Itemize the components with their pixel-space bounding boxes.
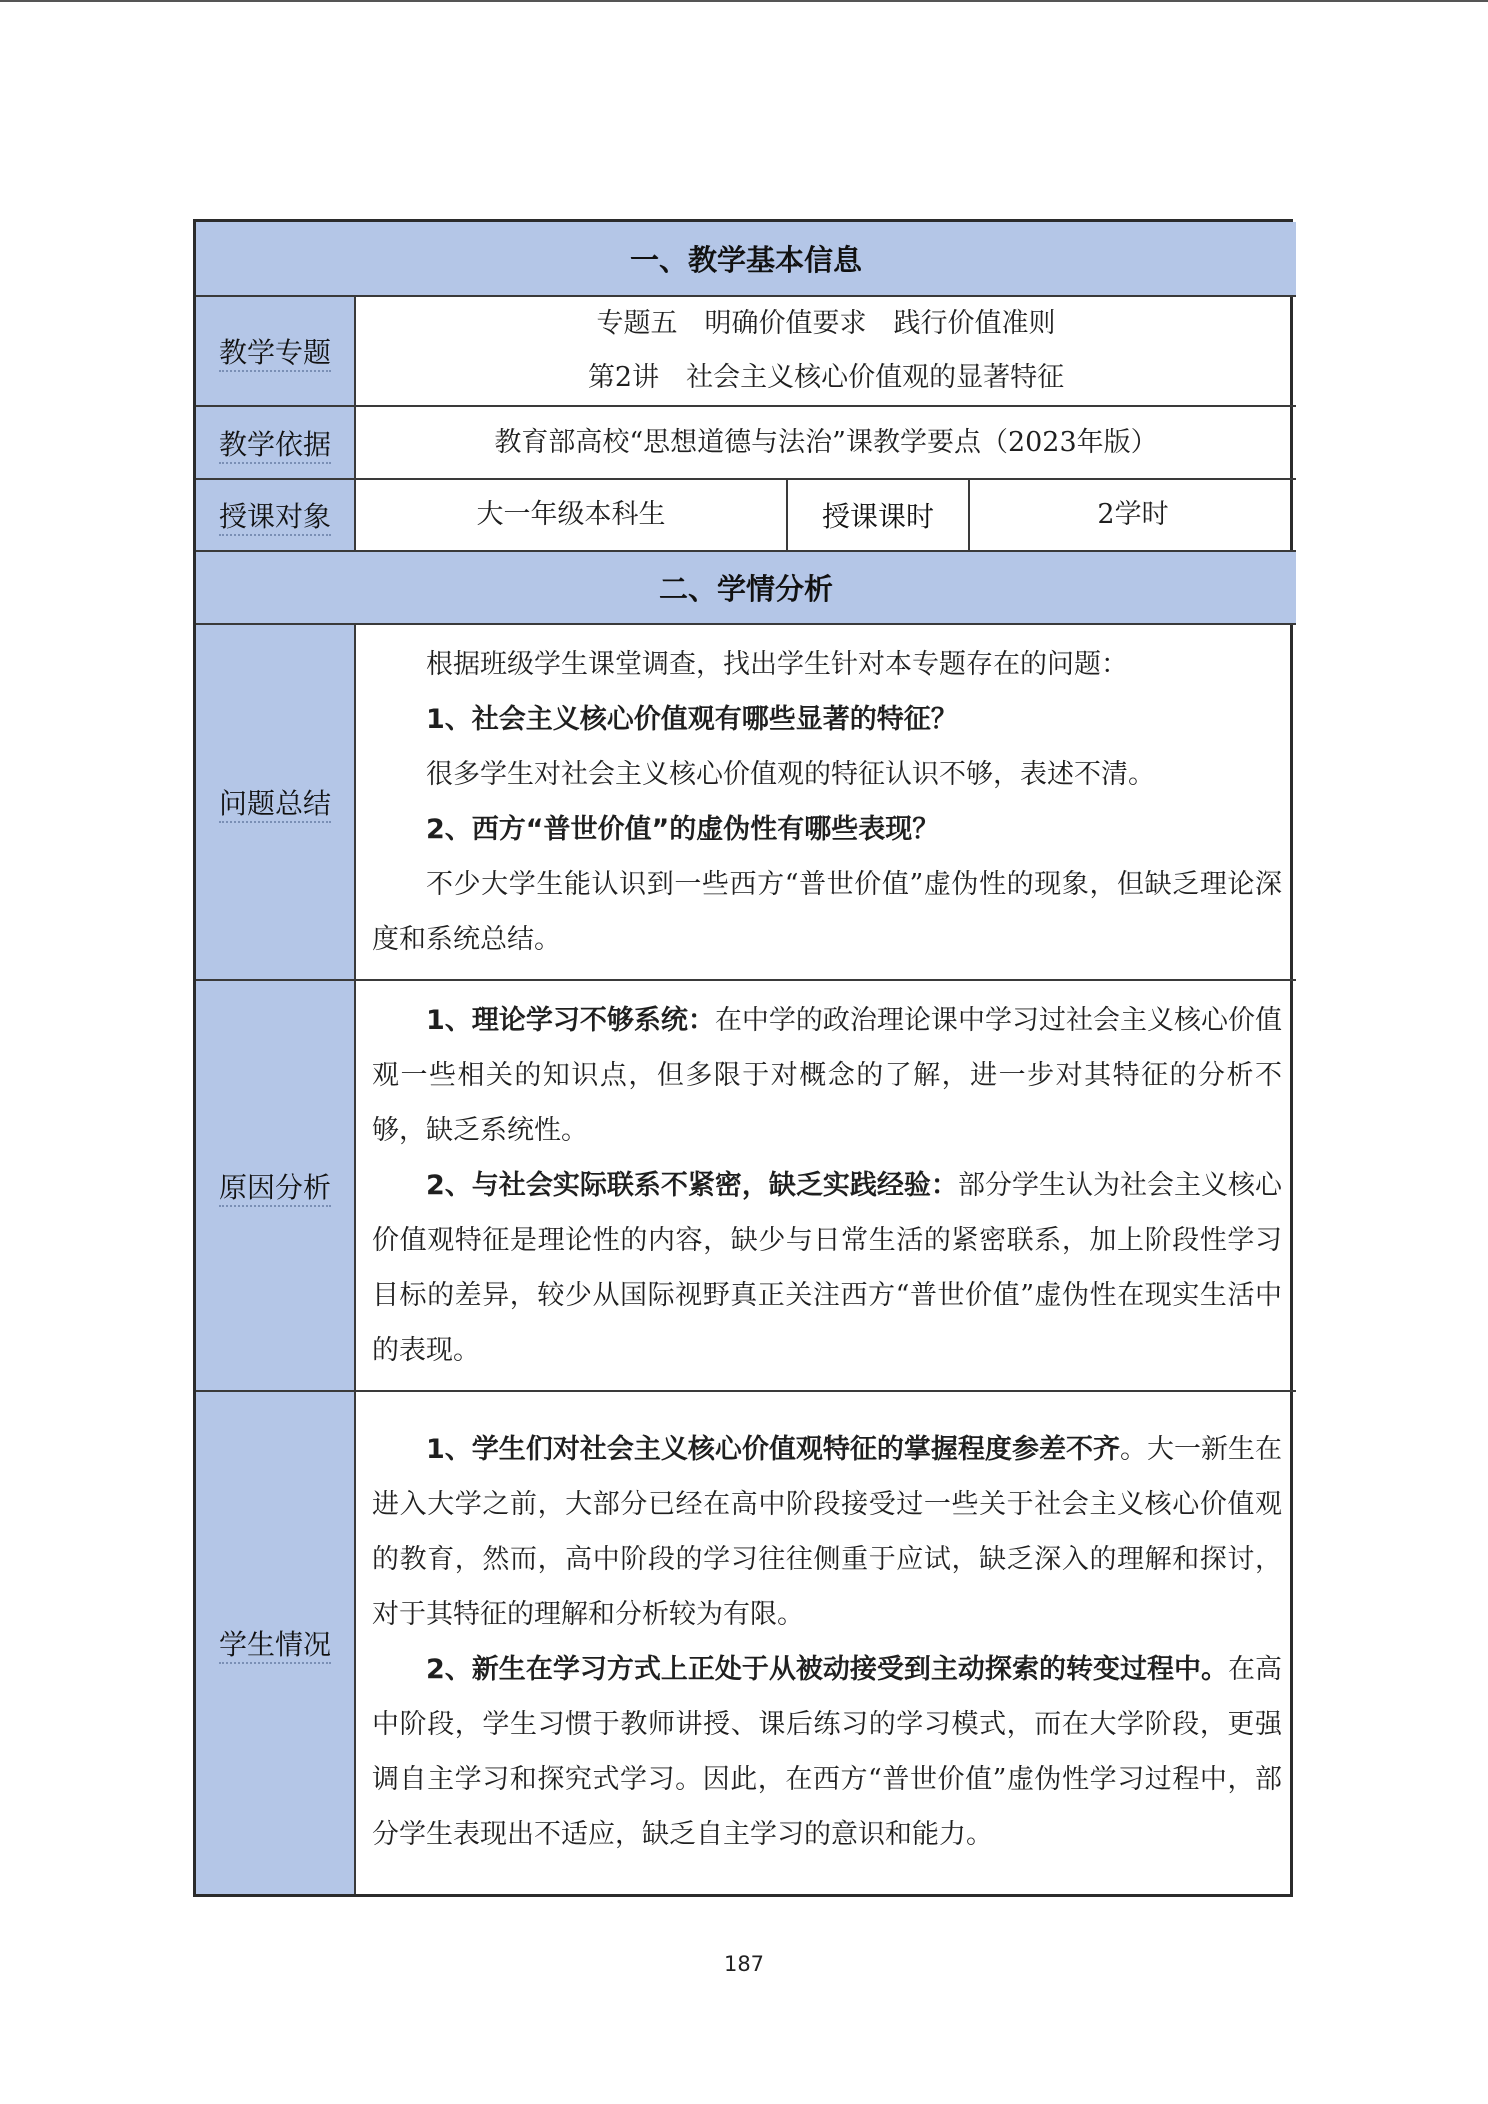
problems-content [355, 624, 1296, 980]
hours-value: 2学时 [969, 479, 1296, 551]
hours-label: 授课课时 [787, 479, 969, 551]
students-paragraph-2: 2、新生在学习方式上正处于从被动接受到主动探索的转变过程中。在高中阶段，学生习惯于教师讲授、课后练习的学习模式，而在大学阶段，更强调自主学习和探究式学习。因此，在西方“普世价值”虚伪性学习过程中，部分学生表现出不适应，缺乏自主学习的意识和能力。 [372, 1654, 1283, 1850]
problems-q1: 1、社会主义核心价值观有哪些显著的特征？ [426, 704, 958, 735]
topic-line1: 专题五 明确价值要求 践行价值准则 [596, 308, 1056, 339]
topic-line2: 第2讲 社会主义核心价值观的显著特征 [587, 362, 1065, 393]
section1-title: 一、教学基本信息 [196, 222, 1296, 296]
basis-label: 教学依据 [196, 406, 355, 479]
causes-content [355, 980, 1296, 1391]
top-rule [0, 0, 1488, 2]
problems-a1: 很多学生对社会主义核心价值观的特征认识不够，表述不清。 [426, 759, 1155, 790]
audience-label: 授课对象 [196, 479, 355, 551]
lesson-info-table [193, 219, 1293, 1897]
section2-title: 二、学情分析 [196, 551, 1296, 624]
audience-value: 大一年级本科生 [355, 479, 787, 551]
problems-intro: 根据班级学生课堂调查，找出学生针对本专题存在的问题： [426, 649, 1128, 680]
topic-value [355, 296, 1296, 406]
problems-a2: 不少大学生能认识到一些西方“普世价值”虚伪性的现象，但缺乏理论深度和系统总结。 [372, 869, 1283, 955]
students-paragraph-1: 1、学生们对社会主义核心价值观特征的掌握程度参差不齐。大一新生在进入大学之前，大部分已经在高中阶段接受过一些关于社会主义核心价值观的教育，然而，高中阶段的学习往往侧重于应试，缺乏深入的理解和探讨，对于其特征的理解和分析较为有限。 [372, 1434, 1283, 1630]
causes-paragraph-2: 2、与社会实际联系不紧密，缺乏实践经验：部分学生认为社会主义核心价值观特征是理论性的内容，缺少与日常生活的紧密联系，加上阶段性学习目标的差异，较少从国际视野真正关注西方“普世价值”虚伪性在现实生活中的表现。 [372, 1170, 1283, 1366]
basis-value: 教育部高校“思想道德与法治”课教学要点（2023年版） [355, 406, 1296, 479]
students-content [355, 1391, 1296, 1894]
causes-label: 原因分析 [196, 980, 355, 1391]
students-label: 学生情况 [196, 1391, 355, 1894]
problems-label: 问题总结 [196, 624, 355, 980]
topic-label: 教学专题 [196, 296, 355, 406]
causes-paragraph-1: 1、理论学习不够系统：在中学的政治理论课中学习过社会主义核心价值观一些相关的知识点，但多限于对概念的了解，进一步对其特征的分析不够，缺乏系统性。 [372, 1005, 1283, 1146]
page-number: 187 [723, 1952, 765, 1976]
problems-q2: 2、西方“普世价值”的虚伪性有哪些表现？ [426, 814, 940, 845]
